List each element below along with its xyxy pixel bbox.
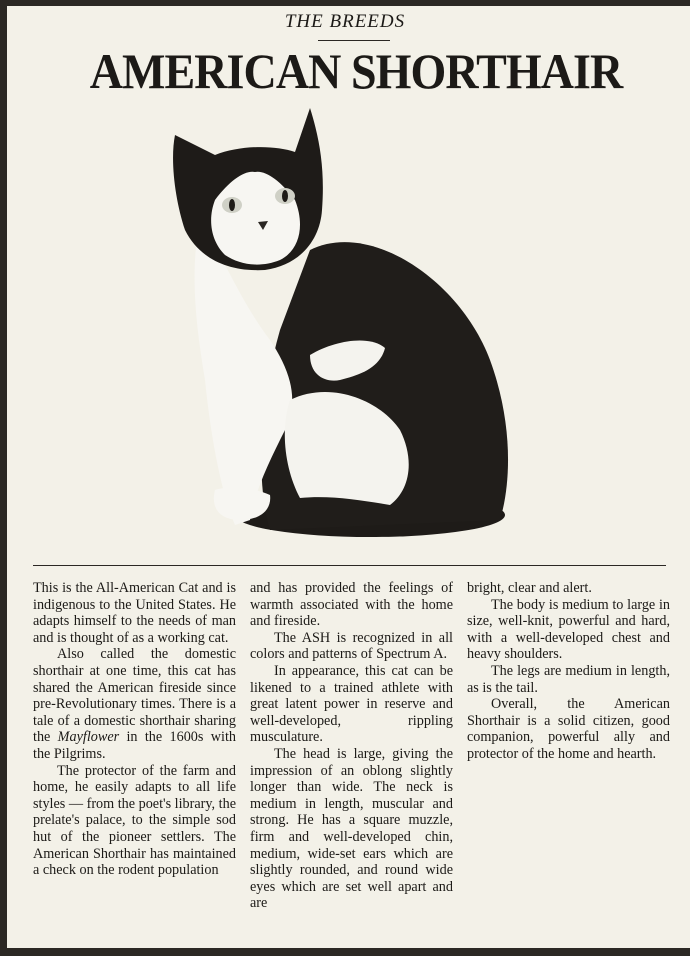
page-border-left [0, 0, 7, 956]
paragraph-text: Also called the domestic shorthair at one time, this cat has shared the American fireside since pre-Revolutionary times. There is a tale of a domestic shorthair sharing the [33, 646, 236, 746]
paragraph: bright, clear and alert. [467, 580, 592, 596]
kicker-underline [318, 40, 390, 41]
page-title: AMERICAN SHORTHAIR [89, 43, 623, 99]
cat-left-pupil [229, 199, 235, 211]
page-border-top [0, 0, 690, 6]
paragraph: This is the All-American Cat and is indigenous to the United States. He adapts himself to the needs of man and is thought of as a working cat. [33, 580, 236, 646]
paragraph: The protector of the farm and home, he easily adapts to all life styles — from the poet's library, the prelate's palace, to the simple sod hut of the pioneer settlers. The American Shorthair has maintained a check on the rodent population [33, 762, 236, 879]
paragraph-text: in the 1600s with the Pilgrims. [33, 729, 236, 762]
paragraph: Overall, the American Shorthair is a solid citizen, good companion, powerful ally and protector of the home and hearth. [467, 696, 670, 762]
paragraph: The legs are medium in length, as is the tail. [467, 662, 670, 696]
cat-right-pupil [282, 190, 288, 202]
paragraph: The body is medium to large in size, well-knit, powerful and hard, with a well-developed chest and heavy shoulders. [467, 596, 670, 663]
cat-photo-icon [160, 100, 530, 550]
text-column-2 [250, 580, 453, 912]
paragraph: The ASH is recognized in all colors and patterns of Spectrum A. [250, 629, 453, 663]
section-kicker: THE BREEDS [284, 11, 406, 32]
text-column-3 [467, 580, 670, 763]
italic-ship-name: Mayflower [57, 729, 120, 746]
page-border-bottom [0, 948, 690, 956]
paragraph: The head is large, giving the impression of an oblong slightly longer than wide. The neck is medium in length, muscular and strong. He has a square muzzle, firm and well-developed chin, medium, wide-set ears which are slightly rounded, and round wide eyes which are set well apart and are [250, 745, 453, 912]
paragraph: and has provided the feelings of warmth associated with the home and fireside. [250, 580, 453, 630]
text-column-1 [33, 580, 236, 879]
section-divider [33, 565, 666, 566]
paragraph: In appearance, this cat can be likened to a trained athlete with great latent power in reserve and well-developed, rippling musculature. [250, 662, 453, 746]
paragraph [33, 646, 236, 762]
